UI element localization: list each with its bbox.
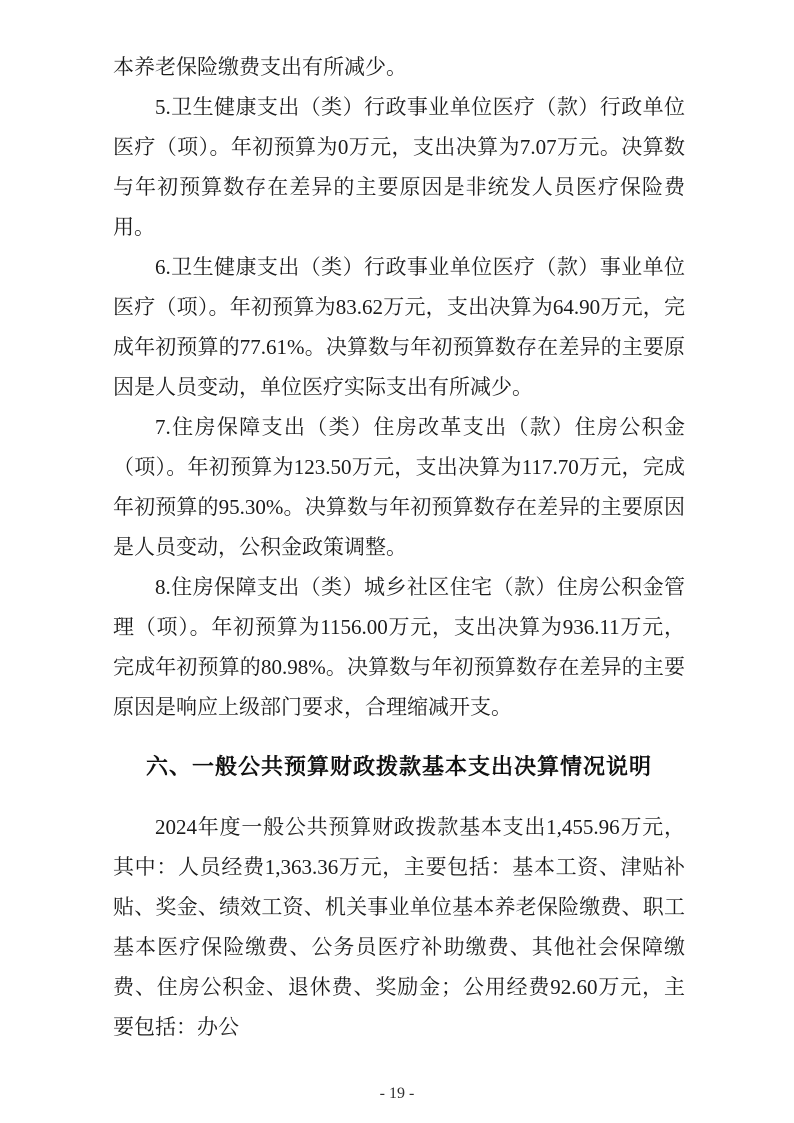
page-number: - 19 - bbox=[379, 1085, 415, 1102]
section-heading: 六、一般公共预算财政拨款基本支出决算情况说明 bbox=[145, 754, 652, 779]
page-footer bbox=[0, 1085, 794, 1103]
page-body bbox=[113, 47, 685, 1047]
paragraph-item-6-health-institution-medical: 6.卫生健康支出（类）行政事业单位医疗（款）事业单位医疗（项）。年初预算为83.62万元，支出决算为64.90万元，完成年初预算的77.61%。决算数与年初预算数存在差异的主要原因是人员变动，单位医疗实际支出有所减少。 bbox=[113, 255, 685, 399]
paragraph-item-5-health-admin-medical: 5.卫生健康支出（类）行政事业单位医疗（款）行政单位医疗（项）。年初预算为0万元，支出决算为7.07万元。决算数与年初预算数存在差异的主要原因是非统发人员医疗保险费用。 bbox=[113, 95, 685, 239]
paragraph-section-six-basic-expenditure: 2024年度一般公共预算财政拨款基本支出1,455.96万元，其中：人员经费1,363.36万元，主要包括：基本工资、津贴补贴、奖金、绩效工资、机关事业单位基本养老保险缴费、职工基本医疗保险缴费、公务员医疗补助缴费、其他社会保障缴费、住房公积金、退休费、奖励金；公用经费92.60万元，主要包括：办公 bbox=[113, 815, 685, 1039]
paragraph-item-7-housing-fund: 7.住房保障支出（类）住房改革支出（款）住房公积金（项）。年初预算为123.50万元，支出决算为117.70万元，完成年初预算的95.30%。决算数与年初预算数存在差异的主要原因是人员变动，公积金政策调整。 bbox=[113, 415, 685, 559]
paragraph-continuation: 本养老保险缴费支出有所减少。 bbox=[113, 55, 407, 79]
paragraph-item-8-housing-fund-management: 8.住房保障支出（类）城乡社区住宅（款）住房公积金管理（项）。年初预算为1156.00万元，支出决算为936.11万元，完成年初预算的80.98%。决算数与年初预算数存在差异的主要原因是响应上级部门要求，合理缩减开支。 bbox=[113, 575, 685, 719]
